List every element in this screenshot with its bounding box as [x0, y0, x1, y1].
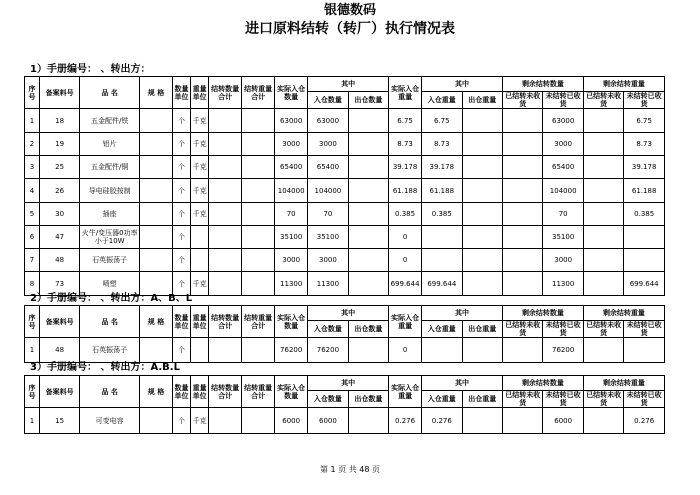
header-out-wt: 出仓重量 — [462, 321, 502, 338]
out-qty-cell — [348, 338, 388, 363]
section-3-table — [24, 375, 665, 434]
out-qty-cell — [348, 408, 388, 434]
out-qty-cell — [348, 179, 388, 203]
record-no-cell: 26 — [39, 179, 79, 203]
actual-in-wt-cell: 0.276 — [389, 408, 422, 434]
header-remain-qty-received: 未结转已收货 — [543, 92, 583, 109]
in-wt-cell: 39.178 — [422, 156, 462, 179]
header-in-qty: 入仓数量 — [308, 321, 348, 338]
qty-unit-cell: 个 — [172, 203, 190, 226]
remain-wt-transferred-cell — [583, 156, 623, 179]
remain-wt-transferred-cell — [583, 109, 623, 133]
actual-in-wt-cell: 39.178 — [389, 156, 422, 179]
header-name: 品 名 — [80, 77, 140, 109]
transfer-qty-cell — [209, 179, 242, 203]
transfer-wt-cell — [242, 179, 275, 203]
qty-unit-cell: 个 — [172, 133, 190, 156]
transfer-qty-cell — [209, 133, 242, 156]
section-2-table — [24, 305, 665, 363]
remain-wt-transferred-cell — [583, 179, 623, 203]
seq-cell: 3 — [25, 156, 40, 179]
actual-in-qty-cell: 70 — [275, 203, 308, 226]
header-record-no: 备案料号 — [39, 306, 79, 338]
remain-qty-transferred-cell — [502, 179, 542, 203]
wt-unit-cell: 千克 — [191, 408, 209, 434]
qty-unit-cell: 个 — [172, 272, 190, 296]
remain-qty-received-cell: 3000 — [543, 133, 583, 156]
header-qty-unit: 数量单位 — [172, 376, 190, 408]
remain-qty-received-cell: 76200 — [543, 338, 583, 363]
remain-qty-received-cell: 63000 — [543, 109, 583, 133]
wt-unit-cell: 千克 — [191, 179, 209, 203]
record-no-cell: 25 — [39, 156, 79, 179]
spec-cell — [139, 133, 172, 156]
header-remain-wt-transferred: 已结转未收货 — [583, 391, 623, 408]
header-in-wt: 入仓重量 — [422, 391, 462, 408]
report-title: 进口原料结转（转厂）执行情况表 — [245, 21, 455, 37]
transfer-qty-cell — [209, 109, 242, 133]
company-name: 银德数码 — [323, 3, 376, 18]
record-no-cell: 15 — [39, 408, 79, 434]
in-qty-cell: 11300 — [308, 272, 348, 296]
in-qty-cell: 70 — [308, 203, 348, 226]
name-cell: 插座 — [80, 203, 140, 226]
actual-in-qty-cell: 104000 — [275, 179, 308, 203]
header-spec: 规 格 — [139, 376, 172, 408]
header-remain-qty-transferred: 已结转未收货 — [502, 321, 542, 338]
header-seq: 序号 — [25, 77, 40, 109]
transfer-wt-cell — [242, 272, 275, 296]
actual-in-qty-cell: 6000 — [275, 408, 308, 434]
header-actual-in-qty: 实际入仓数量 — [275, 376, 308, 408]
header-transfer-wt-total: 结转重量合计 — [242, 77, 275, 109]
in-qty-cell: 104000 — [308, 179, 348, 203]
qty-unit-cell: 个 — [172, 408, 190, 434]
remain-wt-transferred-cell — [583, 133, 623, 156]
table-row — [25, 249, 665, 272]
remain-qty-received-cell: 3000 — [543, 249, 583, 272]
out-qty-cell — [348, 156, 388, 179]
in-qty-cell: 3000 — [308, 249, 348, 272]
remain-qty-received-cell: 11300 — [543, 272, 583, 296]
name-cell: 五金配件/铜 — [80, 156, 140, 179]
header-remain-qty-transferred: 已结转未收货 — [502, 391, 542, 408]
header-out-qty: 出仓数量 — [348, 391, 388, 408]
spec-cell — [139, 338, 172, 363]
spec-cell — [139, 156, 172, 179]
name-cell: 石英振荡子 — [80, 338, 140, 363]
remain-qty-transferred-cell — [502, 109, 542, 133]
transfer-qty-cell — [209, 203, 242, 226]
header-record-no: 备案料号 — [39, 77, 79, 109]
qty-unit-cell: 个 — [172, 338, 190, 363]
header-in-qty: 入仓数量 — [308, 92, 348, 109]
remain-qty-transferred-cell — [502, 133, 542, 156]
transfer-qty-cell — [209, 408, 242, 434]
header-remain-qty: 剩余结转数量 — [502, 376, 583, 391]
name-cell: 导电硅胶按制 — [80, 179, 140, 203]
out-wt-cell — [462, 338, 502, 363]
spec-cell — [139, 226, 172, 249]
spec-cell — [139, 179, 172, 203]
transfer-qty-cell — [209, 272, 242, 296]
in-wt-cell: 8.73 — [422, 133, 462, 156]
record-no-cell: 47 — [39, 226, 79, 249]
header-spec: 规 格 — [139, 77, 172, 109]
transfer-wt-cell — [242, 133, 275, 156]
header-remain-qty: 剩余结转数量 — [502, 77, 583, 92]
header-out-qty: 出仓数量 — [348, 321, 388, 338]
remain-wt-transferred-cell — [583, 249, 623, 272]
header-out-wt: 出仓重量 — [462, 92, 502, 109]
header-actual-in-qty: 实际入仓数量 — [275, 77, 308, 109]
header-remain-wt-transferred: 已结转未收货 — [583, 92, 623, 109]
spec-cell — [139, 109, 172, 133]
section-1-label: 1）手册编号： 、转出方： — [30, 64, 151, 75]
seq-cell: 5 — [25, 203, 40, 226]
out-wt-cell — [462, 408, 502, 434]
header-record-no: 备案料号 — [39, 376, 79, 408]
wt-unit-cell: 千克 — [191, 272, 209, 296]
spec-cell — [139, 203, 172, 226]
remain-wt-transferred-cell — [583, 203, 623, 226]
page-footer: 第 1 页 共 48 页 — [320, 465, 380, 474]
remain-wt-received-cell — [624, 226, 665, 249]
wt-unit-cell: 千克 — [191, 109, 209, 133]
out-wt-cell — [462, 156, 502, 179]
header-remain-qty: 剩余结转数量 — [502, 306, 583, 321]
in-qty-cell: 6000 — [308, 408, 348, 434]
header-seq: 序号 — [25, 376, 40, 408]
remain-qty-received-cell: 6000 — [543, 408, 583, 434]
header-remain-qty-received: 未结转已收货 — [543, 321, 583, 338]
seq-cell: 1 — [25, 408, 40, 434]
wt-unit-cell — [191, 338, 209, 363]
remain-qty-transferred-cell — [502, 338, 542, 363]
qty-unit-cell: 个 — [172, 156, 190, 179]
actual-in-qty-cell: 65400 — [275, 156, 308, 179]
actual-in-qty-cell: 76200 — [275, 338, 308, 363]
actual-in-qty-cell: 63000 — [275, 109, 308, 133]
transfer-qty-cell — [209, 338, 242, 363]
header-of-which-qty: 其中 — [308, 306, 389, 321]
out-qty-cell — [348, 249, 388, 272]
seq-cell: 8 — [25, 272, 40, 296]
remain-wt-received-cell — [624, 249, 665, 272]
table-row — [25, 203, 665, 226]
actual-in-qty-cell: 35100 — [275, 226, 308, 249]
qty-unit-cell: 个 — [172, 249, 190, 272]
header-remain-wt: 剩余结转重量 — [583, 376, 664, 391]
header-wt-unit: 重量单位 — [191, 376, 209, 408]
spec-cell — [139, 408, 172, 434]
record-no-cell: 48 — [39, 249, 79, 272]
remain-qty-transferred-cell — [502, 226, 542, 249]
wt-unit-cell — [191, 226, 209, 249]
actual-in-wt-cell: 0 — [389, 226, 422, 249]
header-actual-in-wt: 实际入仓重量 — [389, 77, 422, 109]
actual-in-wt-cell: 6.75 — [389, 109, 422, 133]
remain-qty-received-cell: 35100 — [543, 226, 583, 249]
header-qty-unit: 数量单位 — [172, 77, 190, 109]
transfer-wt-cell — [242, 408, 275, 434]
remain-wt-transferred-cell — [583, 408, 623, 434]
spec-cell — [139, 272, 172, 296]
header-transfer-qty-total: 结转数量合计 — [209, 376, 242, 408]
section-3-label: 3）手册编号： 、转出方：A.B.L — [30, 362, 180, 373]
section-2-label: 2）手册编号： 、转出方：A、B、L — [30, 293, 193, 304]
record-no-cell: 48 — [39, 338, 79, 363]
header-transfer-qty-total: 结转数量合计 — [209, 306, 242, 338]
header-name: 品 名 — [80, 376, 140, 408]
remain-qty-received-cell: 70 — [543, 203, 583, 226]
remain-qty-transferred-cell — [502, 203, 542, 226]
seq-cell: 1 — [25, 338, 40, 363]
transfer-qty-cell — [209, 156, 242, 179]
out-wt-cell — [462, 133, 502, 156]
table-row — [25, 179, 665, 203]
wt-unit-cell: 千克 — [191, 203, 209, 226]
header-wt-unit: 重量单位 — [191, 306, 209, 338]
in-qty-cell: 63000 — [308, 109, 348, 133]
transfer-wt-cell — [242, 338, 275, 363]
out-qty-cell — [348, 272, 388, 296]
remain-wt-received-cell: 39.178 — [624, 156, 665, 179]
transfer-wt-cell — [242, 226, 275, 249]
remain-qty-transferred-cell — [502, 156, 542, 179]
header-spec: 规 格 — [139, 306, 172, 338]
record-no-cell: 18 — [39, 109, 79, 133]
qty-unit-cell: 个 — [172, 179, 190, 203]
remain-qty-transferred-cell — [502, 272, 542, 296]
transfer-wt-cell — [242, 203, 275, 226]
header-remain-wt-received: 未结转已收货 — [624, 321, 665, 338]
out-wt-cell — [462, 203, 502, 226]
transfer-wt-cell — [242, 156, 275, 179]
table-row — [25, 156, 665, 179]
header-remain-qty-transferred: 已结转未收货 — [502, 92, 542, 109]
table-row — [25, 272, 665, 296]
remain-wt-received-cell: 6.75 — [624, 109, 665, 133]
out-qty-cell — [348, 226, 388, 249]
remain-qty-transferred-cell — [502, 249, 542, 272]
wt-unit-cell — [191, 249, 209, 272]
qty-unit-cell: 个 — [172, 226, 190, 249]
in-qty-cell: 3000 — [308, 133, 348, 156]
remain-qty-received-cell: 104000 — [543, 179, 583, 203]
header-of-which-wt: 其中 — [422, 376, 503, 391]
remain-qty-transferred-cell — [502, 408, 542, 434]
table-row — [25, 109, 665, 133]
table-row — [25, 133, 665, 156]
out-wt-cell — [462, 179, 502, 203]
wt-unit-cell: 千克 — [191, 156, 209, 179]
header-of-which-qty: 其中 — [308, 376, 389, 391]
name-cell: 火牛/变压器0功率小于10W — [80, 226, 140, 249]
transfer-qty-cell — [209, 249, 242, 272]
remain-wt-received-cell: 699.644 — [624, 272, 665, 296]
remain-wt-transferred-cell — [583, 338, 623, 363]
in-wt-cell: 0.276 — [422, 408, 462, 434]
out-qty-cell — [348, 109, 388, 133]
name-cell: 喷塑 — [80, 272, 140, 296]
header-remain-qty-received: 未结转已收货 — [543, 391, 583, 408]
header-seq: 序号 — [25, 306, 40, 338]
header-transfer-qty-total: 结转数量合计 — [209, 77, 242, 109]
in-wt-cell — [422, 338, 462, 363]
out-wt-cell — [462, 249, 502, 272]
header-remain-wt: 剩余结转重量 — [583, 77, 664, 92]
actual-in-wt-cell: 699.644 — [389, 272, 422, 296]
remain-wt-received-cell — [624, 338, 665, 363]
header-qty-unit: 数量单位 — [172, 306, 190, 338]
header-actual-in-qty: 实际入仓数量 — [275, 306, 308, 338]
wt-unit-cell: 千克 — [191, 133, 209, 156]
seq-cell: 6 — [25, 226, 40, 249]
in-wt-cell: 61.188 — [422, 179, 462, 203]
seq-cell: 4 — [25, 179, 40, 203]
in-wt-cell: 0.385 — [422, 203, 462, 226]
section-1-table — [24, 76, 665, 296]
remain-wt-received-cell: 0.385 — [624, 203, 665, 226]
actual-in-qty-cell: 3000 — [275, 249, 308, 272]
seq-cell: 2 — [25, 133, 40, 156]
actual-in-wt-cell: 0 — [389, 249, 422, 272]
name-cell: 石英振荡子 — [80, 249, 140, 272]
in-qty-cell: 35100 — [308, 226, 348, 249]
header-actual-in-wt: 实际入仓重量 — [389, 376, 422, 408]
table-row — [25, 226, 665, 249]
header-actual-in-wt: 实际入仓重量 — [389, 306, 422, 338]
name-cell: 可变电容 — [80, 408, 140, 434]
remain-wt-received-cell: 0.276 — [624, 408, 665, 434]
in-qty-cell: 76200 — [308, 338, 348, 363]
qty-unit-cell: 个 — [172, 109, 190, 133]
remain-wt-received-cell: 61.188 — [624, 179, 665, 203]
record-no-cell: 30 — [39, 203, 79, 226]
remain-wt-transferred-cell — [583, 226, 623, 249]
actual-in-wt-cell: 61.188 — [389, 179, 422, 203]
record-no-cell: 19 — [39, 133, 79, 156]
header-of-which-wt: 其中 — [422, 306, 503, 321]
in-qty-cell: 65400 — [308, 156, 348, 179]
out-qty-cell — [348, 133, 388, 156]
transfer-qty-cell — [209, 226, 242, 249]
seq-cell: 7 — [25, 249, 40, 272]
name-cell: 五金配件/铁 — [80, 109, 140, 133]
header-in-wt: 入仓重量 — [422, 321, 462, 338]
out-wt-cell — [462, 109, 502, 133]
actual-in-qty-cell: 11300 — [275, 272, 308, 296]
header-in-qty: 入仓数量 — [308, 391, 348, 408]
header-of-which-wt: 其中 — [422, 77, 503, 92]
name-cell: 铝片 — [80, 133, 140, 156]
header-transfer-wt-total: 结转重量合计 — [242, 376, 275, 408]
header-in-wt: 入仓重量 — [422, 92, 462, 109]
header-remain-wt-transferred: 已结转未收货 — [583, 321, 623, 338]
remain-qty-received-cell: 65400 — [543, 156, 583, 179]
transfer-wt-cell — [242, 109, 275, 133]
out-wt-cell — [462, 272, 502, 296]
header-out-wt: 出仓重量 — [462, 391, 502, 408]
header-out-qty: 出仓数量 — [348, 92, 388, 109]
out-wt-cell — [462, 226, 502, 249]
header-of-which-qty: 其中 — [308, 77, 389, 92]
header-transfer-wt-total: 结转重量合计 — [242, 306, 275, 338]
out-qty-cell — [348, 203, 388, 226]
table-row — [25, 338, 665, 363]
header-remain-wt-received: 未结转已收货 — [624, 92, 665, 109]
header-name: 品 名 — [80, 306, 140, 338]
in-wt-cell — [422, 249, 462, 272]
header-remain-wt: 剩余结转重量 — [583, 306, 664, 321]
seq-cell: 1 — [25, 109, 40, 133]
actual-in-wt-cell: 8.73 — [389, 133, 422, 156]
spec-cell — [139, 249, 172, 272]
actual-in-wt-cell: 0 — [389, 338, 422, 363]
transfer-wt-cell — [242, 249, 275, 272]
table-row — [25, 408, 665, 434]
in-wt-cell — [422, 226, 462, 249]
remain-wt-transferred-cell — [583, 272, 623, 296]
header-remain-wt-received: 未结转已收货 — [624, 391, 665, 408]
actual-in-qty-cell: 3000 — [275, 133, 308, 156]
in-wt-cell: 699.644 — [422, 272, 462, 296]
in-wt-cell: 6.75 — [422, 109, 462, 133]
header-wt-unit: 重量单位 — [191, 77, 209, 109]
actual-in-wt-cell: 0.385 — [389, 203, 422, 226]
record-no-cell: 73 — [39, 272, 79, 296]
remain-wt-received-cell: 8.73 — [624, 133, 665, 156]
